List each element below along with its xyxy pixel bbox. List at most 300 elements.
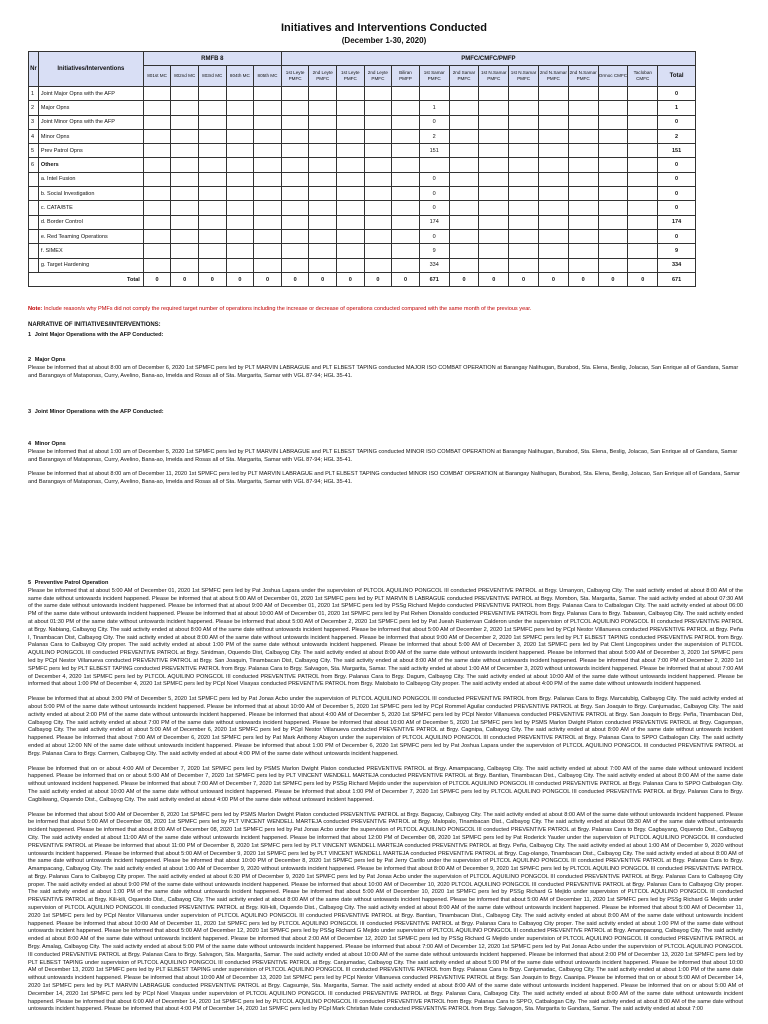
cell-value <box>538 229 568 243</box>
table-row <box>29 201 696 215</box>
section-title: Joint Minor Operations with the AFP Conducted: <box>34 409 164 415</box>
note-text: Include reason/s why PMFs did not comply the required target number of operations including the increase or decrease of operations conducted compared with the same month of the previous year. <box>43 306 532 312</box>
cell-value <box>568 258 598 272</box>
cell-value <box>364 129 392 143</box>
cell-value <box>538 201 568 215</box>
row-label: a. Intel Fusion <box>38 172 143 186</box>
total-value: 0 <box>143 272 171 286</box>
cell-value <box>309 158 337 172</box>
cell-value <box>171 172 199 186</box>
cell-value <box>143 187 171 201</box>
total-value: 671 <box>419 272 449 286</box>
cell-value <box>449 115 479 129</box>
cell-value <box>509 258 539 272</box>
col-header-unit: Biliran PMFP <box>392 66 420 87</box>
cell-value <box>254 144 282 158</box>
col-header-unit: 2nd Samar PMFC <box>449 66 479 87</box>
cell-value <box>364 101 392 115</box>
row-number <box>29 172 39 186</box>
cell-value <box>598 215 628 229</box>
section-text: Please be informed that at about 8:00 am of December 11, 2020 1st SPMFC pers led by PLT MARVIN LABRAGUE and PLT ELBEST TAPING conducted MINOR ISO COMBAT OPERATION at Barangay Nalihugan, Burabod, Sta. Elena, Beslig, Jolacao, San Enrique all of Gandara, Samar and Barangays of Mataponas, Curry, Avelino, Bana-ao, Imelda and Rosas all of Sta. Margarita, Samar with VGL 87-94; HGL 35-41. <box>28 471 740 486</box>
cell-value <box>628 258 658 272</box>
section-title: Minor Opns <box>34 441 66 447</box>
cell-value <box>628 144 658 158</box>
cell-value <box>198 201 226 215</box>
cell-value <box>538 101 568 115</box>
section-text: Please be informed that at about 8:00 am of December 6, 2020 1st SPMFC pers led by PLT MARVIN LABRAGUE and PLT ELBEST TAPING conducted MAJOR ISO COMBAT OPERATION at Barangay Nalihugan, Burabod, Sta. Elena, Beslig, Jolacao, San Enrique all of Gandara, Samar and Barangays of Mataponas, Curry, Avelino, Bana-ao, Imelda and Rosas all of Sta. Margarita, Samar with VGL 87-94; HGL 35-41. <box>28 364 739 379</box>
cell-value <box>598 229 628 243</box>
cell-value <box>538 115 568 129</box>
cell-value <box>364 144 392 158</box>
row-label: Joint Minor Opns with the AFP <box>38 115 143 129</box>
cell-value <box>479 158 509 172</box>
table-row <box>29 229 696 243</box>
cell-value <box>309 229 337 243</box>
cell-value <box>254 229 282 243</box>
row-total: 151 <box>658 144 696 158</box>
col-header-unit: 804th MC <box>226 66 254 87</box>
cell-value <box>198 115 226 129</box>
cell-value <box>419 158 449 172</box>
cell-value <box>309 244 337 258</box>
cell-value <box>509 158 539 172</box>
cell-value <box>419 87 449 101</box>
cell-value: 2 <box>419 129 449 143</box>
section-number: 3 <box>28 409 32 415</box>
cell-value <box>309 215 337 229</box>
row-label: g. Target Hardening <box>38 258 143 272</box>
row-total: 0 <box>658 115 696 129</box>
cell-value <box>598 172 628 186</box>
cell-value <box>392 172 420 186</box>
cell-value <box>171 101 199 115</box>
cell-value <box>337 158 365 172</box>
cell-value <box>226 172 254 186</box>
col-header-initiatives: Initiatives/Interventions <box>38 52 143 87</box>
cell-value <box>281 129 309 143</box>
cell-value <box>364 244 392 258</box>
cell-value <box>171 215 199 229</box>
cell-value <box>364 229 392 243</box>
cell-value <box>337 201 365 215</box>
cell-value <box>479 229 509 243</box>
cell-value <box>392 258 420 272</box>
cell-value <box>479 101 509 115</box>
cell-value: 151 <box>419 144 449 158</box>
cell-value <box>171 115 199 129</box>
row-total: 0 <box>658 158 696 172</box>
row-total: 0 <box>658 187 696 201</box>
cell-value <box>568 144 598 158</box>
cell-value <box>309 115 337 129</box>
col-group-rmfb: RMFB 8 <box>143 52 281 66</box>
table-row <box>29 87 696 101</box>
cell-value <box>568 115 598 129</box>
cell-value <box>568 101 598 115</box>
cell-value <box>198 215 226 229</box>
cell-value <box>392 87 420 101</box>
cell-value <box>479 187 509 201</box>
cell-value <box>392 201 420 215</box>
cell-value <box>538 244 568 258</box>
total-value: 0 <box>449 272 479 286</box>
operations-table <box>28 51 696 287</box>
total-value: 0 <box>479 272 509 286</box>
cell-value <box>598 201 628 215</box>
cell-value <box>254 215 282 229</box>
row-number: 3 <box>29 115 39 129</box>
cell-value <box>392 215 420 229</box>
cell-value <box>598 87 628 101</box>
cell-value: 0 <box>419 187 449 201</box>
cell-value <box>198 258 226 272</box>
cell-value <box>598 244 628 258</box>
narrative-heading: NARRATIVE OF INITIATIVES/INTERVENTIONS: <box>28 322 161 328</box>
cell-value <box>171 87 199 101</box>
row-number: 1 <box>29 87 39 101</box>
row-number <box>29 258 39 272</box>
cell-value <box>628 201 658 215</box>
col-header-unit: 1st N.Samar PMFC <box>509 66 539 87</box>
cell-value <box>337 129 365 143</box>
cell-value <box>226 115 254 129</box>
table-row <box>29 115 696 129</box>
total-value: 0 <box>392 272 420 286</box>
cell-value <box>479 172 509 186</box>
total-value: 0 <box>198 272 226 286</box>
cell-value <box>226 258 254 272</box>
cell-value <box>392 115 420 129</box>
table-row <box>29 172 696 186</box>
row-total: 1 <box>658 101 696 115</box>
cell-value <box>309 129 337 143</box>
cell-value <box>281 158 309 172</box>
total-label: Total <box>29 272 144 286</box>
cell-value: 1 <box>419 101 449 115</box>
cell-value <box>598 101 628 115</box>
cell-value <box>509 215 539 229</box>
total-value: 0 <box>226 272 254 286</box>
note-label: Note: <box>28 306 43 312</box>
col-header-unit: 2nd Leyte PMFC <box>364 66 392 87</box>
cell-value <box>392 158 420 172</box>
cell-value <box>309 87 337 101</box>
cell-value <box>143 229 171 243</box>
cell-value <box>226 229 254 243</box>
total-value: 0 <box>309 272 337 286</box>
cell-value <box>198 158 226 172</box>
row-label: Others <box>38 158 143 172</box>
cell-value <box>568 172 598 186</box>
section-joint-minor <box>28 409 743 417</box>
cell-value <box>281 201 309 215</box>
cell-value <box>337 258 365 272</box>
section-title: Major Opns <box>34 357 66 363</box>
cell-value <box>628 215 658 229</box>
table-row <box>29 144 696 158</box>
row-number <box>29 215 39 229</box>
total-value: 0 <box>628 272 658 286</box>
cell-value: 0 <box>419 201 449 215</box>
cell-value <box>479 87 509 101</box>
cell-value <box>598 187 628 201</box>
cell-value <box>364 115 392 129</box>
cell-value <box>143 144 171 158</box>
table-row <box>29 187 696 201</box>
row-number: 4 <box>29 129 39 143</box>
cell-value <box>449 144 479 158</box>
cell-value <box>538 87 568 101</box>
cell-value <box>254 115 282 129</box>
cell-value <box>198 129 226 143</box>
cell-value <box>598 158 628 172</box>
cell-value <box>226 187 254 201</box>
cell-value <box>364 201 392 215</box>
cell-value <box>309 201 337 215</box>
total-row <box>29 272 696 286</box>
cell-value <box>337 215 365 229</box>
cell-value <box>198 101 226 115</box>
section-minor-opns <box>28 441 743 487</box>
total-value: 0 <box>254 272 282 286</box>
cell-value <box>568 215 598 229</box>
cell-value <box>254 158 282 172</box>
col-header-unit: 801st MC <box>143 66 171 87</box>
cell-value <box>143 258 171 272</box>
row-total: 174 <box>658 215 696 229</box>
total-value: 0 <box>337 272 365 286</box>
cell-value <box>479 215 509 229</box>
cell-value <box>392 101 420 115</box>
page-subtitle: (December 1-30, 2020) <box>341 36 427 45</box>
row-total: 9 <box>658 244 696 258</box>
row-label: Major Opns <box>38 101 143 115</box>
section-joint-major <box>28 332 743 340</box>
section-text: Please be informed that about 5:00 AM of December 8, 2020 1st SPMFC pers led by PSMS Marlon Dwight Platon conducted PREVENTIVE PATROL at Brgy. Bagacay, Calbayog City. The said activity ended at about 8:00 AM of the same date without untowards incident happened. Please be informed that about 5:00 AM of December 08, 2020 1st SPMFC pers led by PLT VINCENT WENDELL MARTEJA conducted PREVENTIVE PATROL at Brgy. Malopalo, Tinambacan Dist., Calbayog City. The said activity ended at about 08:30 AM of the same date without untowards incident happened. Please be informed that about 8:00 AM of December 08, 2020 1st SPMFC pers led by Pat Jonas Acbo under the supervision of PLTCOL AQUILINO PONGCOL III conducted PREVENTIVE PATROL at Brgy. Palanas Cara to Brgy. Cagbayang, Oquendo Dist., Calbayog City. The said activity ended at about 11:00 AM of the same date without untowards incident happened. Please be informed that about 12:00 PM of December 08, 2020 1st SPMFC pers led by Pat Roderick Yauder under the supervision of PLTCOL AQUILINO PONGCOL III conducted PREVENTIVE PATROL at Please be informed that about 11:00 PM of December 8, 2020 1st SPMFC pers led by PLT VINCENT WENDELL MARTEJA conducted PREVENTIVE PATROL at Brgy. Peña, Calbayog City. The said activity ended at about 1:00 AM of December 9, 2020 without untowards incident happened. Please be informed that about 5:00 AM of December 9, 2020 1st SPMFC pers led by PLT VINCENT WENDELL MARTEJA conducted PREVENTIVE PATROL at Brgy. Cag-olango, Tinambacan Dist., Calbayog City. The said activity ended at about 8:00 AM of the same date without untowards incident happened. Please be informed that about 10:00 PM of December 8, 2020 1st SPMFC pers led by Pat Jerry Carillo under the supervision of PLTCOL AQUILINO PONGCOL III conducted PREVENTIVE PATROL at Brgy. Palanas Cara to Brgy. Amampacang, Calbayog City. The said activity ended at about 1:00 AM of December 9, 2020 without untowards incident happened. Please be informed that about 8:00 AM of December 9, 2020 1st SPMFC pers led by PLTCOL AQUILINO PONGCOL III conducted PREVENTIVE PATROL at Brgy. Palanas Cara to Calbayog City proper. The said activity ended at about 6:30 PM of December 9, 2020 1st SPMFC pers led by Pat Jonas Acbo under the supervision of PLTCOL AQUILINO PONGCOL III conducted PREVENTIVE PATROL at Brgy. Palanas Cara to Calbayog City proper. The said activity ended at about 9:00 PM of the same date without untowards incident happened. Please be informed that about 10:00 AM of December 10, 2020 PLTCOL AQUILINO PONGCOL III conducted PREVENTIVE PATROL at Brgy. Palanas Cara to Calbayog City proper. The said activity ended at about 1:00 PM of the same date without untowards incident happened. Please be informed that about 5:00 AM of December 10, 2020 1st SPMFC pers led by PSSg Richard G Mejido under supervision of PLTCOL AQUILINO PONGCOL III conducted PREVENTIVE PATROL at Brgy. Kili-kili, Oquendo Dist., Calbayog City. The said activity ended at about 8:00 AM of the same date without untowards incident happened. Please be informed that about 5:00 AM of December 11, 2020 1st SPMFC pers led by PSSg Richard G Mejido under supervision of PLTCOL AQUILINO PONGCOL III conducted PREVENTIVE PATROL at Brgy. Kili-kili, Oquendo Dist., Calbayog City. The said activity ended at about 8:00 AM of the same date without untowards incident happened. Please be informed that about 5:00 AM of December 11, 2020 1st SPMFC pers led by PCpl Nestor Villanueva under supervision of PLTCOL AQUILINO PONGCOL III conducted PREVENTIVE PATROL at Brgy. Bantian, Tinambacan Dist., Calbayog City. The said activity ended at about 8:00 AM of the same date without untowards incident happened. Please be informed that about 10:00 AM of December 11, 2020 1st SPMFC pers led by PLTCOL AQUILINO PONGCOL III conducted PREVENTIVE PATROL at Brgy. Palanas Cara to Calbayog City proper. The said activity ended at about 1:00 PM of the same date without untowards incident happened. Please be informed that about 5:00 AM of December 12, 2020 1st SPMFC pers led by PSSg Richard G Mejido under supervision of PLTCOL AQUILINO PONGCOL III conducted PREVENTIVE PATROL at Brgy. Amampacang, Calbayog City. The said activity ended at about 8:00 AM of the same date without untowards incident happened. Please be informed that about 2:00 AM of December 12, 2020 1st SPMFC pers led by PSSg Richard G Mejido under supervision of PLTCOL AQUILINO PONGCOL III conducted PREVENTIVE PATROL at Brgy. Amalag, Calbayog City. The said activity ended at about 5:00 PM of the same date without untowards incident happened. Please be informed that about 7:00 AM of December 12, 2020 1st SPMFC pers led by Pat Jonas Acbo under the supervision of PLTCOL AQUILINO PONGCOL III conducted PREVENTIVE PATROL at Brgy. Palanas Cara to Brgy. Salvagon, Sta. Margarita, Samar. The said activity ended at about 10:00 AM of the same date without untowards incident happened. Please be informed that about 2:00 PM of December 13, 2020 1st SPMFC pers led by PLT ELBEST TAPING under supervision of PLTCOL AQUILINO PONGCOL III conducted PREVENTIVE PATROL at Brgy. Canjumadac, Calbayog City. The said activity ended at about 5:00 PM of the same date without untowards incident happened. Please be informed that about 10:00 AM of December 13, 2020 1st SPMFC pers led by PLT ELBEST TAPING under supervision of PLTCOL AQUILINO PONGCOL III conducted PREVENTIVE PATROL from Brgy. Palanas Cara to Brgy. Canjumadac, Calbayog City. The said activity ended at about 1:00 PM of the same date without untowards incident happened. Please be informed that about 10:00 AM of December 13, 2020 1st SPMFC pers led by PCpl Nestor Villanueva conducted PREVENTIVE PATROL at Brgy. San Joaquin to Brgy. Caanipa. Please be informed that on or about 5:00 AM of December 14, 2020 1st SPMFC pers led by PLT MARVIN LABRAGUE conducted PREVENTIVE PATROL at Brgy. Cagsumje, Sta. Margarita, Samar. The said activity ended at about 8:00 AM of the same date without untowards incident happened. Please be informed that on or about 5:00 AM of December 14, 2020 1st SPMFC pers led by PCpl Noel Visayas under supervision of PLTCOL AQUILINO PONGCOL III conducted PREVENTIVE PATROL at Brgy. Palanas Cara, Calbayog City. The said activity ended at about 8:00 AM of the same date without untowards incident happened. Please be informed that about 6:00 AM of December 14, 2020 1st SPMFC pers led by PLTCOL AQUILINO PONGCOL III conducted PREVENTIVE PATROL from Brgy. Palanas Cara to SPPO, Catbalogan City. The said activity ended at about 8:00 AM of the same date without untowards incident happened. Please be informed that about 4:00 PM of December 14, 2020 1st SPMFC pers led by PCpl Mark Christian Mate conducted PREVENTIVE PATROL from Brgy. Salvagon, Sta. Margarita to Gandara, Samar. The said activity ended at about 7:00 <box>28 811 743 1013</box>
col-header-unit: 2nd N.Samar PMFC <box>568 66 598 87</box>
cell-value <box>143 101 171 115</box>
table-row <box>29 244 696 258</box>
section-title: Joint Major Operations with the AFP Conducted: <box>34 332 164 338</box>
col-header-unit: 2nd N.Samar PMFC <box>538 66 568 87</box>
row-number <box>29 201 39 215</box>
total-value: 0 <box>281 272 309 286</box>
col-header-unit: Tacloban CMFC <box>628 66 658 87</box>
cell-value <box>226 201 254 215</box>
cell-value <box>254 129 282 143</box>
cell-value <box>281 215 309 229</box>
col-header-unit: 1st Samar PMFC <box>419 66 449 87</box>
cell-value <box>171 201 199 215</box>
cell-value <box>628 187 658 201</box>
cell-value <box>254 258 282 272</box>
cell-value <box>568 158 598 172</box>
col-header-unit: 802nd MC <box>171 66 199 87</box>
row-label: Joint Major Opns with the AFP <box>38 87 143 101</box>
cell-value <box>171 187 199 201</box>
cell-value <box>143 87 171 101</box>
cell-value <box>479 144 509 158</box>
cell-value <box>198 172 226 186</box>
cell-value <box>281 144 309 158</box>
table-row <box>29 258 696 272</box>
cell-value <box>309 101 337 115</box>
cell-value <box>281 258 309 272</box>
cell-value <box>509 172 539 186</box>
cell-value <box>598 115 628 129</box>
col-header-unit: 1st Leyte PMFC <box>337 66 365 87</box>
row-number: 2 <box>29 101 39 115</box>
cell-value <box>568 201 598 215</box>
cell-value <box>628 229 658 243</box>
row-number <box>29 229 39 243</box>
cell-value <box>143 244 171 258</box>
section-text: Please be informed that on or about 4:00 AM of December 7, 2020 1st SPMFC pers led by PSMS Marlon Dwight Platon conducted PREVENTIVE PATROL at Brgy. Amampacang, Calbayog City. The said activity ended at about 7:00 AM of the same date without untoward incident happened. Please be informed that on or about 5:00 AM of December 7, 2020 1st SPMFC pers led by PLT VINCENT WENDELL MARTEJA conducted PREVENTIVE PATROL at Brgy. Bantian, Tinambacan Dist., Calbayog City. The said activity ended at about 8:00 AM of the same date without untoward incident happened. Please be informed that about 7:00 AM of December 7, 2020 1st SPMFC pers led by PSSg Richard Mejido under the supervision of PLTCOL AQUILINO PONGCOL III conducted PREVENTIVE PATROL at Brgy. Palanas Cara to SPPO Catbalogan City. The said activity ended at about 10:00 AM of the same date without untoward incident happened. Please be informed that about 1:00 PM of December 7, 2020 1st SPMFC pers led by PLTCOL AQUILINO PONGCOL III conducted PREVENTIVE PATROL at Brgy. Palanas Cara to Brgy. Cagbilwang, Oquendo Dist., Calbayog City. The said activity ended at about 4:00 PM of the same date without untoward incident happened. <box>28 765 743 803</box>
cell-value <box>449 101 479 115</box>
cell-value <box>509 229 539 243</box>
cell-value <box>143 158 171 172</box>
cell-value <box>392 144 420 158</box>
col-header-total: Total <box>658 66 696 87</box>
cell-value <box>171 229 199 243</box>
col-header-unit: 803rd MC <box>198 66 226 87</box>
cell-value <box>364 172 392 186</box>
cell-value <box>281 229 309 243</box>
cell-value <box>337 115 365 129</box>
cell-value <box>198 87 226 101</box>
col-header-unit: 2nd Leyte PMFC <box>309 66 337 87</box>
cell-value <box>254 244 282 258</box>
cell-value <box>281 87 309 101</box>
col-header-unit: 1st N.Samar PMFC <box>479 66 509 87</box>
row-total: 2 <box>658 129 696 143</box>
col-header-unit: Ormoc CMFC <box>598 66 628 87</box>
row-number: 5 <box>29 144 39 158</box>
total-value: 0 <box>509 272 539 286</box>
cell-value <box>309 187 337 201</box>
cell-value <box>509 115 539 129</box>
cell-value <box>628 129 658 143</box>
cell-value: 0 <box>419 115 449 129</box>
cell-value <box>598 258 628 272</box>
cell-value <box>254 101 282 115</box>
total-value: 671 <box>658 272 696 286</box>
cell-value <box>449 201 479 215</box>
cell-value <box>226 87 254 101</box>
table-row <box>29 101 696 115</box>
cell-value <box>281 101 309 115</box>
row-label: Prev Patrol Opns <box>38 144 143 158</box>
cell-value <box>337 172 365 186</box>
cell-value: 0 <box>419 172 449 186</box>
cell-value <box>309 172 337 186</box>
cell-value <box>449 258 479 272</box>
cell-value <box>198 187 226 201</box>
cell-value <box>143 115 171 129</box>
cell-value <box>509 244 539 258</box>
cell-value <box>628 87 658 101</box>
cell-value <box>509 201 539 215</box>
cell-value <box>628 115 658 129</box>
cell-value <box>568 244 598 258</box>
row-label: f. SIMEX <box>38 244 143 258</box>
cell-value <box>568 187 598 201</box>
cell-value <box>538 215 568 229</box>
cell-value <box>226 244 254 258</box>
col-header-nr: Nr <box>29 52 39 87</box>
cell-value <box>479 129 509 143</box>
cell-value <box>309 258 337 272</box>
cell-value <box>337 87 365 101</box>
row-label: e. Red Teaming Operations <box>38 229 143 243</box>
cell-value <box>568 129 598 143</box>
cell-value <box>509 129 539 143</box>
cell-value <box>479 244 509 258</box>
row-total: 0 <box>658 87 696 101</box>
cell-value <box>143 201 171 215</box>
cell-value <box>538 258 568 272</box>
cell-value <box>171 129 199 143</box>
cell-value: 9 <box>419 244 449 258</box>
cell-value <box>509 101 539 115</box>
row-total: 0 <box>658 201 696 215</box>
cell-value <box>392 129 420 143</box>
cell-value <box>628 101 658 115</box>
section-number: 2 <box>28 357 32 363</box>
cell-value <box>364 187 392 201</box>
cell-value <box>143 172 171 186</box>
cell-value <box>143 215 171 229</box>
table-row <box>29 215 696 229</box>
cell-value <box>198 244 226 258</box>
total-value: 0 <box>538 272 568 286</box>
cell-value <box>538 158 568 172</box>
total-value: 0 <box>171 272 199 286</box>
total-value: 0 <box>598 272 628 286</box>
cell-value <box>449 187 479 201</box>
cell-value <box>281 244 309 258</box>
cell-value <box>254 201 282 215</box>
cell-value <box>568 229 598 243</box>
cell-value <box>226 215 254 229</box>
section-text: Please be informed that at about 1:00 am of December 5, 2020 1st SPMFC pers led by PLT MARVIN LABRAGUE and PLT ELBEST TAPING conducted MINOR ISO COMBAT OPERATION at Barangay Nalihugan, Burabod, Sta. Elena, Beslig, Jolacao, San Enrique all of Gandara, Samar and Barangays of Mataponas, Curry, Avelino, Bana-ao, Imelda and Rosas all of Sta. Margarita, Samar with VGL 87-94; HGL 35-41. <box>28 448 738 463</box>
col-group-pmfc: PMFC/CMFC/PMFP <box>281 52 695 66</box>
section-preventive-patrol <box>28 580 743 1024</box>
section-number: 1 <box>28 332 32 338</box>
cell-value <box>449 172 479 186</box>
page-title: Initiatives and Interventions Conducted <box>281 22 487 34</box>
cell-value <box>337 229 365 243</box>
cell-value <box>171 158 199 172</box>
section-number: 4 <box>28 441 32 447</box>
row-number: 6 <box>29 158 39 172</box>
table-row <box>29 158 696 172</box>
col-header-unit: 1st Leyte PMFC <box>281 66 309 87</box>
row-total: 334 <box>658 258 696 272</box>
cell-value <box>281 172 309 186</box>
cell-value <box>337 187 365 201</box>
cell-value <box>392 229 420 243</box>
cell-value <box>171 258 199 272</box>
cell-value <box>538 144 568 158</box>
cell-value <box>449 215 479 229</box>
cell-value <box>337 144 365 158</box>
cell-value <box>281 115 309 129</box>
cell-value <box>568 87 598 101</box>
cell-value <box>198 229 226 243</box>
table-note <box>28 306 531 312</box>
cell-value <box>309 144 337 158</box>
